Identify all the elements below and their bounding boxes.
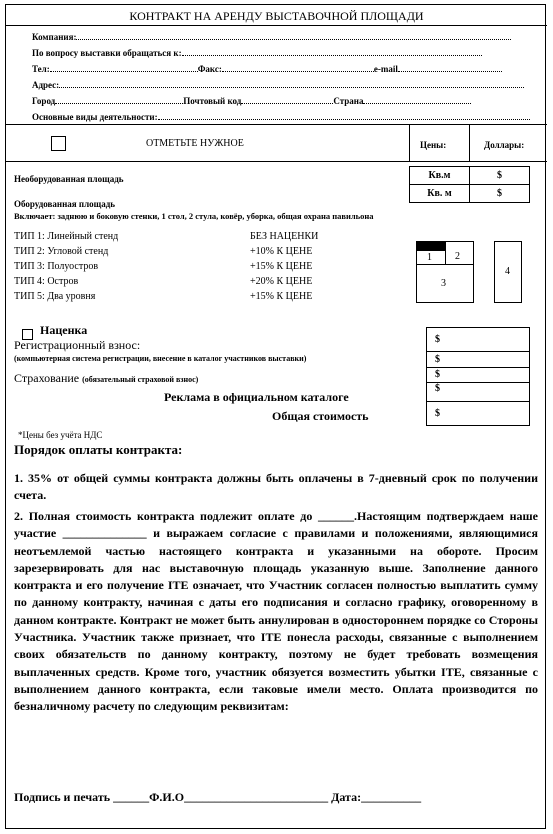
prices-header: Цены:	[420, 140, 447, 150]
address-field[interactable]: Адрес:	[32, 79, 524, 90]
postcode-label: Почтовый код	[183, 96, 242, 106]
booth-1: 1	[416, 241, 446, 265]
divider	[409, 124, 410, 161]
stand-price-4: +20% К ЦЕНЕ	[250, 276, 313, 287]
stand-type-3: ТИП 3: Полуостров	[14, 261, 99, 272]
total-label: Общая стоимость	[272, 409, 369, 423]
city-label: Город	[32, 96, 56, 106]
unequipped-dollar-cell[interactable]: $	[469, 166, 530, 185]
stand-price-2: +10% К ЦЕНЕ	[250, 246, 313, 257]
registration-note-amount-cell[interactable]: $	[426, 351, 530, 368]
registration-amount-cell[interactable]: $	[426, 327, 530, 352]
email-label: e-mail	[373, 64, 398, 74]
insurance-note: (обязательный страховой взнос)	[82, 375, 199, 384]
registration-note: (компьютерная система регистрации, внесение в каталог участников выставки)	[14, 354, 307, 363]
equipped-title: Оборудованная площадь	[14, 199, 116, 209]
stand-price-1: БЕЗ НАЦЕНКИ	[250, 231, 319, 242]
booth-2: 2	[445, 241, 474, 265]
equipped-includes: Включает: заднюю и боковую стенки, 1 стол, 2 стула, ковёр, уборка, общая охрана павильона	[14, 211, 374, 221]
unequipped-label: Необорудованная площадь	[14, 174, 124, 184]
divider	[6, 25, 547, 26]
payment-title: Порядок оплаты контракта:	[14, 442, 183, 457]
signature-line[interactable]: Подпись и печать ______Ф.И.О________________________ Дата:__________	[14, 790, 422, 804]
stand-type-4: ТИП 4: Остров	[14, 276, 79, 287]
stand-prices-list	[250, 229, 318, 304]
stand-types-list	[14, 229, 118, 304]
contract-form	[5, 4, 546, 829]
stand-type-5: ТИП 5: Два уровня	[14, 291, 96, 302]
stand-type-2: ТИП 2: Угловой стенд	[14, 246, 109, 257]
insurance-label: Страхование	[14, 371, 80, 385]
insurance-amount-cell[interactable]: $	[426, 367, 530, 383]
equipped-unit-cell[interactable]: Кв. м	[409, 184, 470, 203]
markup-label: Наценка	[40, 323, 88, 337]
fax-label: Факс:	[197, 64, 222, 74]
stand-price-5: +15% К ЦЕНЕ	[250, 291, 313, 302]
country-label: Страна	[333, 96, 364, 106]
document-title: КОНТРАКТ НА АРЕНДУ ВЫСТАВОЧНОЙ ПЛОЩАДИ	[129, 9, 424, 23]
payment-paragraph-2: 2. Полная стоимость контракта подлежит оплате до ______.Настоящим подтверждаем наше участие ______________ и выражаем согласие с правилами и положениями, являющимися неотъемлемой частью настоящего контракта и указанными на обороте. Просим зарезервировать для нас выставочную площадь указанную выше. Заполнение данного контракта и его получение ITE означает, что Участник согласен полностью выплатить сумму по данному контракту, начиная с даты его подписания и согласно графику, оговоренному в данном контракте. Контракт не может быть аннулирован в одностороннем порядке со Стороны Участника. Участник также признает, что ITE понесла расходы, связанные с выполнением своих обязательств по данному контракту, поэтому не будет требовать возмещения выплаченных средств. Кроме того, участник обязуется возместить убытки ITE, связанные с выполнением данного контракта, если таковые имели место. Оплата производится по безналичному расчету по следующим реквизитам:	[14, 509, 538, 714]
unequipped-unit-cell[interactable]: Кв.м	[409, 166, 470, 185]
vat-note: *Цены без учёта НДС	[18, 430, 103, 440]
stand-price-3: +15% К ЦЕНЕ	[250, 261, 313, 272]
city-postcode-country-row[interactable]	[32, 95, 471, 106]
payment-paragraph-1: 1. 35% от общей суммы контракта должны быть оплачены в 7-дневный срок по получении счета.	[14, 471, 538, 503]
dollars-header: Доллары:	[484, 140, 525, 150]
divider	[6, 161, 547, 162]
total-amount-cell[interactable]: $	[426, 401, 530, 426]
phone-fax-email-row[interactable]	[32, 63, 502, 74]
phone-label: Тел:	[32, 64, 50, 74]
insurance-row	[14, 371, 198, 386]
divider	[6, 124, 547, 125]
catalog-amount-cell[interactable]: $	[426, 382, 530, 402]
contact-field[interactable]: По вопросу выставки обращаться к:	[32, 47, 482, 58]
activities-field[interactable]: Основные виды деятельности:	[32, 111, 530, 122]
registration-label: Регистрационный взнос:	[14, 338, 141, 352]
company-field[interactable]: Компания:	[32, 31, 511, 42]
mark-checkbox[interactable]	[51, 136, 66, 151]
mark-required-label: ОТМЕТЬТЕ НУЖНОЕ	[146, 138, 244, 149]
booth-3: 3	[416, 241, 474, 303]
divider	[469, 124, 470, 161]
stand-type-1: ТИП 1: Линейный стенд	[14, 231, 119, 242]
catalog-ad-label: Реклама в официальном каталоге	[164, 390, 349, 404]
booth-4: 4	[494, 241, 522, 303]
equipped-dollar-cell[interactable]: $	[469, 184, 530, 203]
